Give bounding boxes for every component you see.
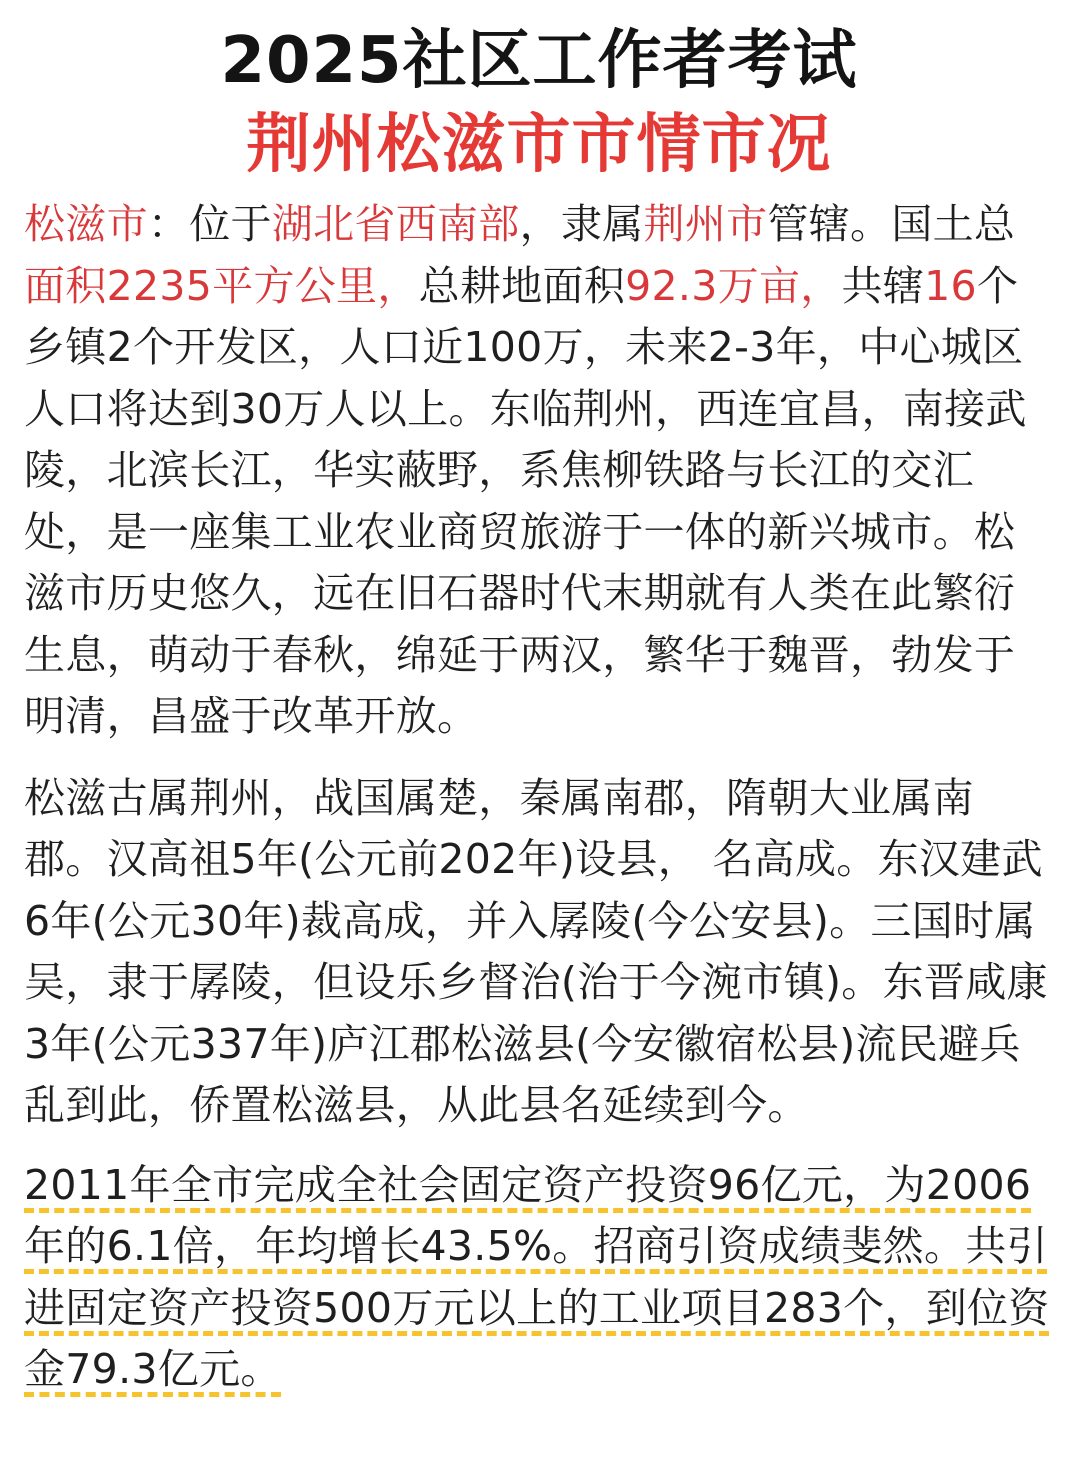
highlight-township-count: 16 xyxy=(924,261,977,310)
paragraph-economy xyxy=(24,1155,1054,1401)
text-segment: ：位于 xyxy=(147,200,272,248)
highlight-parent-city: 荆州市 xyxy=(643,200,768,248)
highlight-area: 面积2235平方公里， xyxy=(24,261,419,310)
highlight-city-name: 松滋市 xyxy=(24,200,148,248)
text-segment: 总耕地面积 xyxy=(418,261,626,310)
page-subtitle: 荆州松滋市市情市况 xyxy=(246,108,832,182)
text-segment: 个乡镇2个开发区，人口近100万，未来2-3年，中心城区人口将达到30万人以上。东临荆州，西连宜昌，南接武陵，北滨长江，华实蔽野，系焦柳铁路与长江的交汇处，是一座集工业农业商贸旅游于一体的新兴城市。松滋市历史悠久，远在旧石器时代末期就有人类在此繁衍生息，萌动于春秋，绵延于两汉，繁华于魏晋，勃发于明清，昌盛于改革开放。 xyxy=(24,261,1027,740)
page-title: 2025社区工作者考试 xyxy=(220,24,858,98)
underlined-economy-text: 2011年全市完成全社会固定资产投资96亿元，为2006年的6.1倍，年均增长43.5%。招商引资成绩斐然。共引进固定资产投资500万元以上的工业项目283个，到位资金79.3亿元。 xyxy=(24,1160,1050,1393)
paragraph-overview xyxy=(24,194,1054,748)
text-segment: 共辖 xyxy=(841,261,925,310)
highlight-location: 湖北省西南部 xyxy=(271,200,520,248)
text-segment: 管辖。国土总 xyxy=(767,200,1016,248)
paragraph-history: 松滋古属荆州，战国属楚，秦属南郡，隋朝大业属南郡。汉高祖5年(公元前202年)设县， 名高成。东汉建武6年(公元30年)裁高成，并入孱陵(今公安县)。三国时属吴，隶于孱陵，但设乐乡督治(治于今涴市镇)。东晋咸康3年(公元337年)庐江郡松滋县(今安徽宿松县)流民避兵乱到此，侨置松滋县，从此县名延续到今。 xyxy=(24,773,1048,1129)
text-segment: ，隶属 xyxy=(519,200,644,248)
highlight-farmland: 92.3万亩， xyxy=(625,261,842,310)
